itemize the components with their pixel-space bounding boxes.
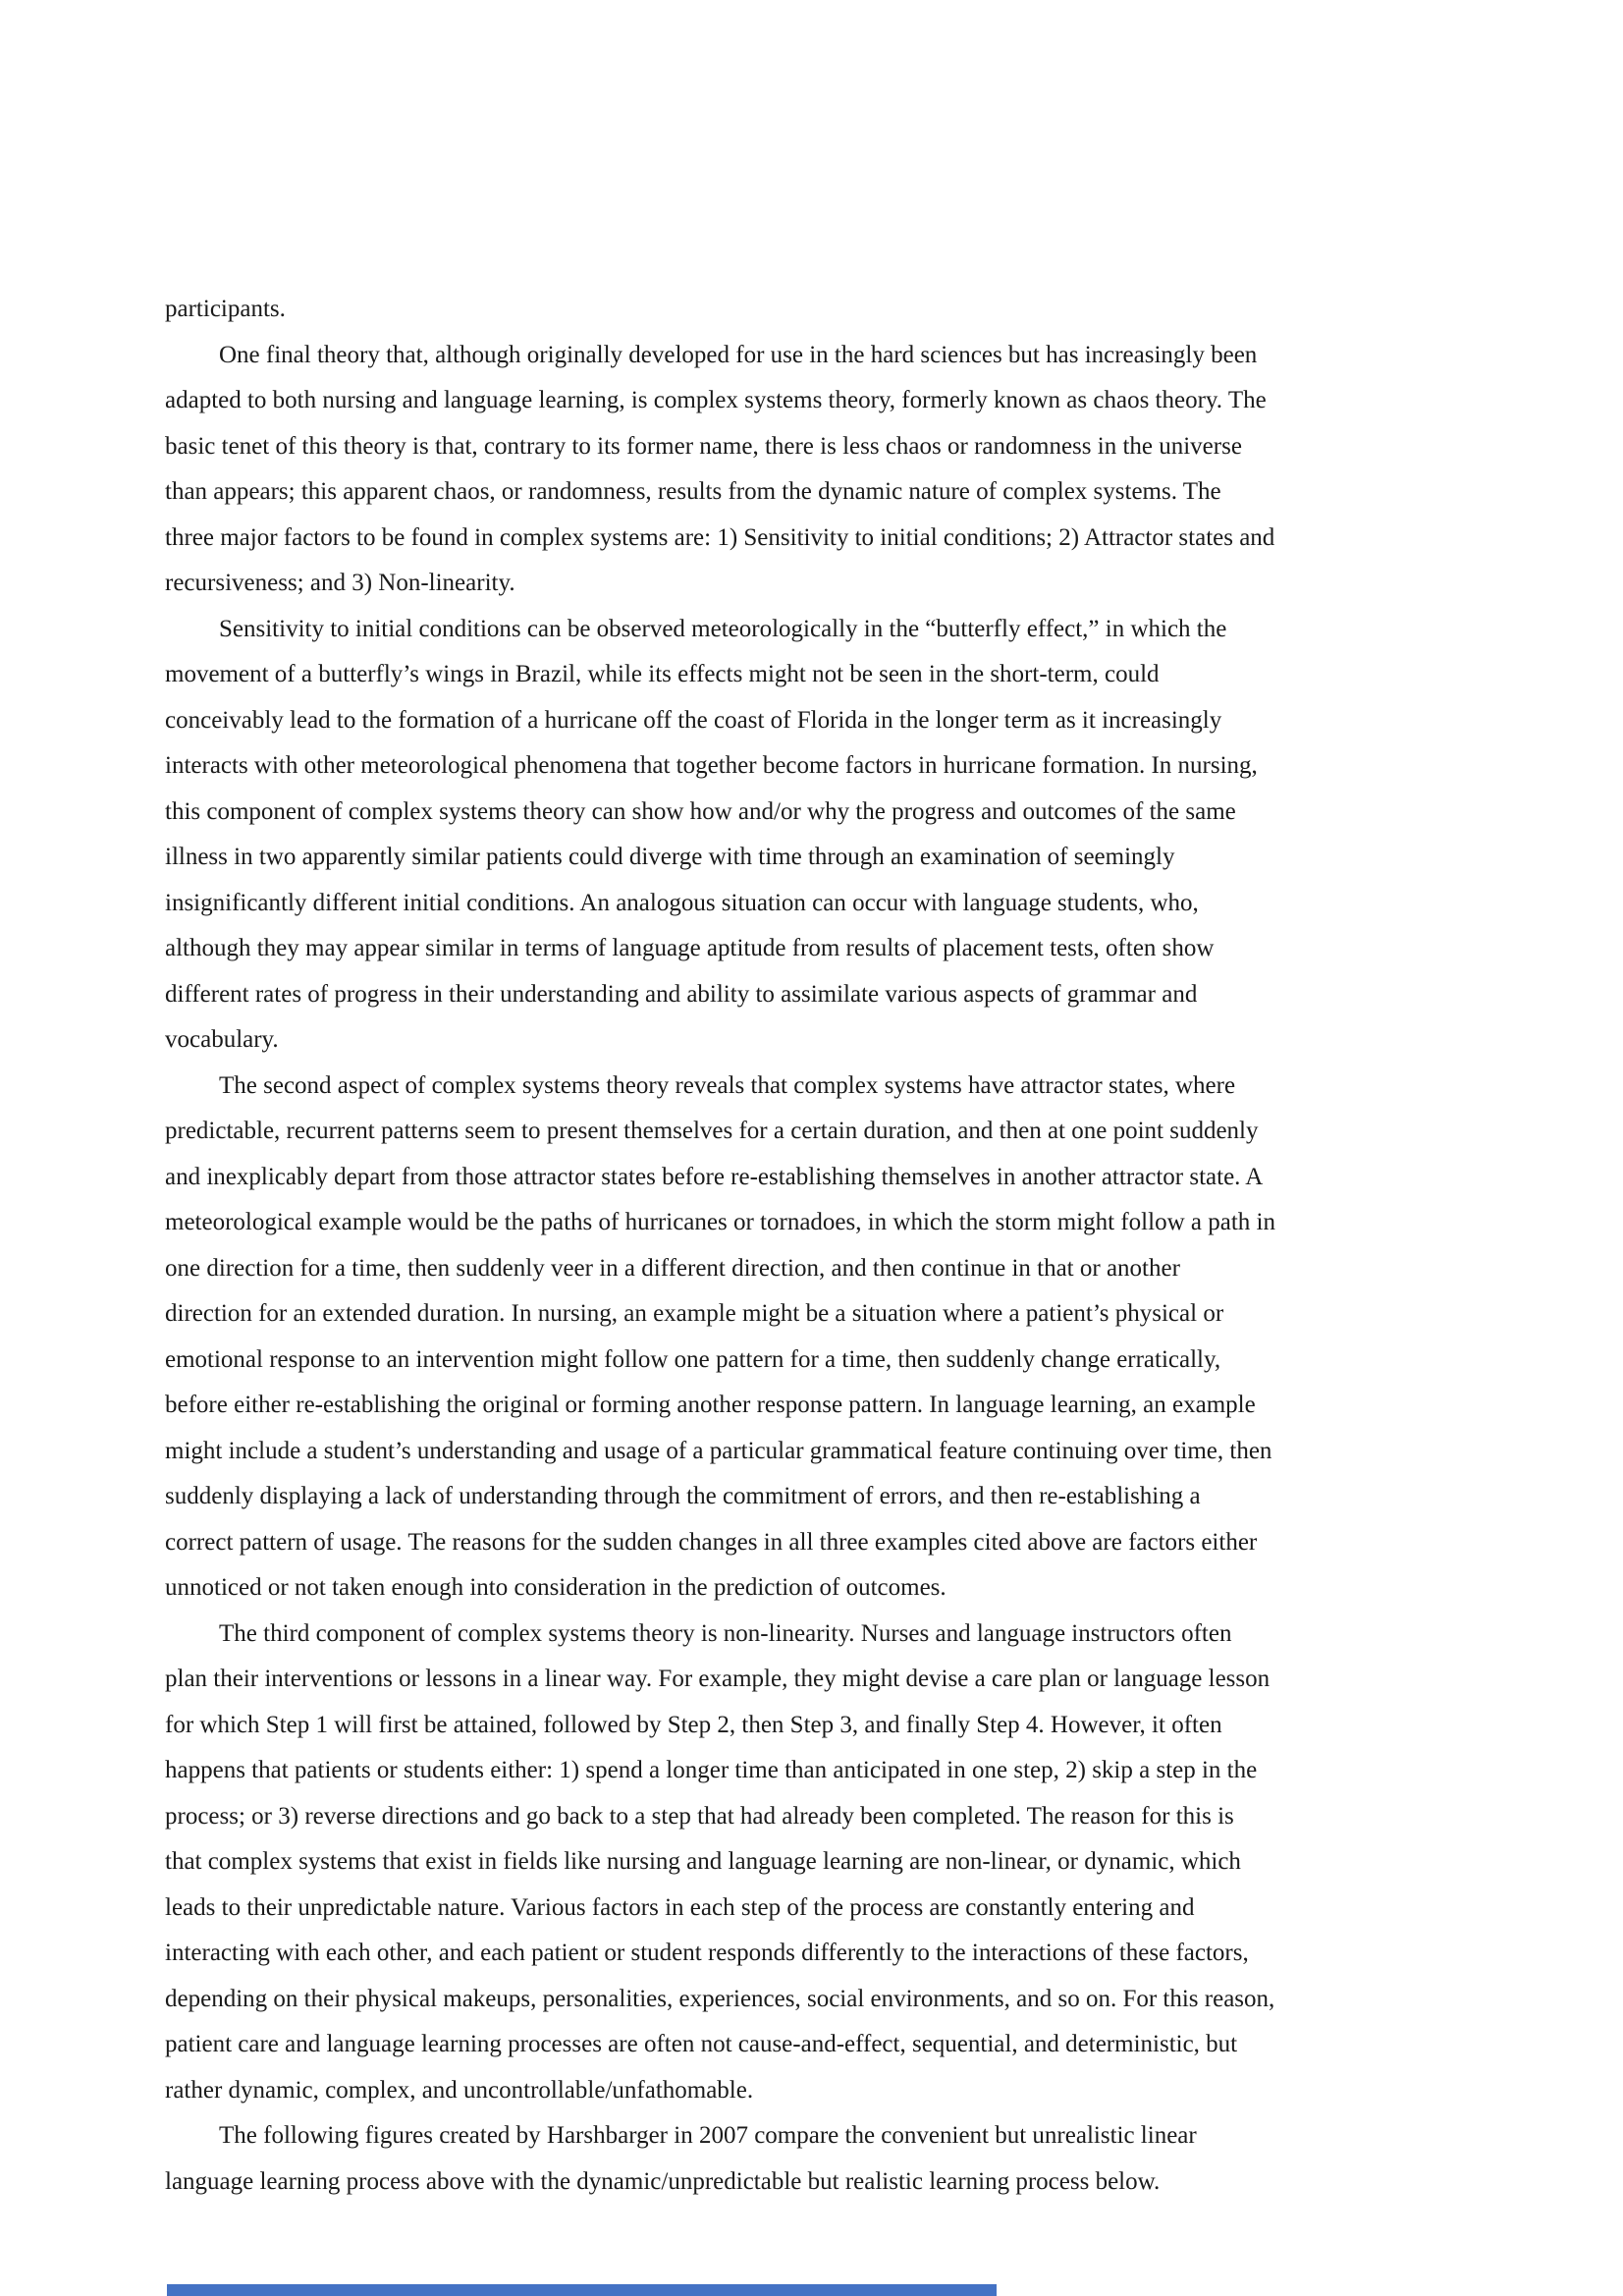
text-line: might include a student’s understanding and usage of a particular grammatical feature continuing over time, then <box>165 1437 1272 1464</box>
text-line: that complex systems that exist in fields like nursing and language learning are non-linear, or dynamic, which <box>165 1848 1241 1875</box>
text-line: One final theory that, although originally developed for use in the hard sciences but has increasingly been <box>219 341 1258 368</box>
text-line: patient care and language learning processes are often not cause-and-effect, sequential, and deterministic, but <box>165 2031 1238 2057</box>
text-line: this component of complex systems theory can show how and/or why the progress and outcomes of the same <box>165 797 1236 825</box>
paragraph <box>165 2113 1510 2205</box>
text-line: The third component of complex systems theory is non-linearity. Nurses and language instructors often <box>219 1619 1232 1647</box>
text-line: adapted to both nursing and language learning, is complex systems theory, formerly known as chaos theory. The <box>165 387 1267 413</box>
text-line: for which Step 1 will first be attained, followed by Step 2, then Step 3, and finally Step 4. However, it often <box>165 1711 1222 1738</box>
text-line: Sensitivity to initial conditions can be observed meteorologically in the “butterfly effect,” in which the <box>219 615 1227 642</box>
text-block <box>165 287 1510 2205</box>
text-line: basic tenet of this theory is that, contrary to its former name, there is less chaos or randomness in the universe <box>165 432 1242 460</box>
paragraph <box>165 287 1510 333</box>
text-line: conceivably lead to the formation of a hurricane off the coast of Florida in the longer term as it increasingly <box>165 706 1222 734</box>
text-line: and inexplicably depart from those attractor states before re-establishing themselves in another attractor state. A <box>165 1163 1264 1190</box>
text-line: correct pattern of usage. The reasons for the sudden changes in all three examples cited above are factors either <box>165 1528 1258 1556</box>
paragraph <box>165 1064 1510 1612</box>
text-line: illness in two apparently similar patients could diverge with time through an examination of seemingly <box>165 844 1175 870</box>
text-line: interacting with each other, and each patient or student responds differently to the interactions of these factors, <box>165 1940 1249 1966</box>
text-line: unnoticed or not taken enough into consideration in the prediction of outcomes. <box>165 1574 947 1601</box>
text-line: participants. <box>165 296 286 322</box>
text-line: The second aspect of complex systems theory reveals that complex systems have attractor states, where <box>219 1071 1236 1099</box>
text-line: happens that patients or students either: 1) spend a longer time than anticipated in one step, 2) skip a step in the <box>165 1757 1258 1783</box>
text-line: one direction for a time, then suddenly veer in a different direction, and then continue in that or another <box>165 1254 1180 1282</box>
text-line: movement of a butterfly’s wings in Brazil, while its effects might not be seen in the short-term, could <box>165 661 1160 687</box>
text-line: vocabulary. <box>165 1026 279 1053</box>
paragraph <box>165 333 1510 607</box>
text-line: different rates of progress in their understanding and ability to assimilate various aspects of grammar and <box>165 980 1198 1008</box>
figure-top-edge-bar <box>167 2284 997 2296</box>
text-line: than appears; this apparent chaos, or randomness, results from the dynamic nature of complex systems. The <box>165 478 1221 505</box>
text-line: depending on their physical makeups, personalities, experiences, social environments, and so on. For this reason, <box>165 1985 1275 2012</box>
text-line: suddenly displaying a lack of understanding through the commitment of errors, and then re-establishing a <box>165 1483 1201 1509</box>
text-line: meteorological example would be the paths of hurricanes or tornadoes, in which the storm might follow a path in <box>165 1209 1275 1235</box>
text-line: predictable, recurrent patterns seem to present themselves for a certain duration, and then at one point suddenly <box>165 1118 1259 1144</box>
text-line: plan their interventions or lessons in a linear way. For example, they might devise a care plan or language lesson <box>165 1666 1271 1692</box>
paragraph <box>165 1612 1510 2114</box>
text-line: three major factors to be found in complex systems are: 1) Sensitivity to initial conditions; 2) Attractor states and <box>165 523 1275 551</box>
text-line: rather dynamic, complex, and uncontrollable/unfathomable. <box>165 2076 754 2104</box>
text-line: interacts with other meteorological phenomena that together become factors in hurricane formation. In nursing, <box>165 752 1258 779</box>
text-line: insignificantly different initial conditions. An analogous situation can occur with language students, who, <box>165 889 1199 916</box>
text-line: recursiveness; and 3) Non-linearity. <box>165 570 515 596</box>
text-line: although they may appear similar in terms of language aptitude from results of placement tests, often show <box>165 935 1215 961</box>
text-line: The following figures created by Harshbarger in 2007 compare the convenient but unrealistic linear <box>219 2122 1197 2149</box>
text-line: before either re-establishing the original or forming another response pattern. In language learning, an example <box>165 1392 1256 1418</box>
paragraph <box>165 607 1510 1064</box>
text-line: language learning process above with the dynamic/unpredictable but realistic learning process below. <box>165 2167 1161 2195</box>
text-line: direction for an extended duration. In nursing, an example might be a situation where a patient’s physical or <box>165 1300 1224 1327</box>
text-line: emotional response to an intervention might follow one pattern for a time, then suddenly change erratically, <box>165 1345 1221 1373</box>
text-line: process; or 3) reverse directions and go back to a step that had already been completed. The reason for this is <box>165 1802 1234 1830</box>
text-line: leads to their unpredictable nature. Various factors in each step of the process are constantly entering and <box>165 1893 1195 1921</box>
